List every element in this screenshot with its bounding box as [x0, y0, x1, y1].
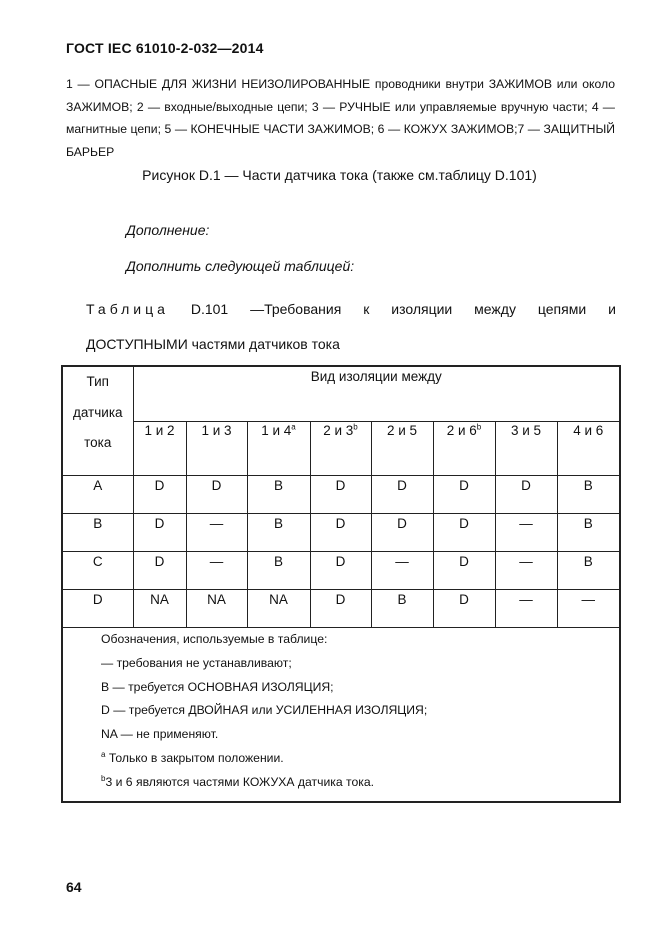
row-type: A — [62, 476, 133, 514]
title-word: к — [363, 301, 370, 317]
title-word: изоляции — [391, 301, 453, 317]
row-type: C — [62, 552, 133, 590]
figure-legend: 1 — ОПАСНЫЕ ДЛЯ ЖИЗНИ НЕИЗОЛИРОВАННЫЕ проводники внутри ЗАЖИМОВ или около ЗАЖИМОВ; 2 — входные/выходные цепи; 3 — РУЧНЫЕ или управляемые вручную части; 4 — магнитные цепи; 5 — КОНЕЧНЫЕ ЧАСТИ ЗАЖИМОВ; 6 — КОЖУХ ЗАЖИМОВ;7 — ЗАЩИТНЫЙ БАРЬЕР — [66, 77, 615, 159]
table-cell: D — [133, 476, 186, 514]
table-cell: B — [557, 552, 620, 590]
document-header: ГОСТ IEC 61010-2-032—2014 — [66, 40, 264, 56]
table-cell: D — [310, 476, 371, 514]
insulation-type-header: Вид изоляции между — [133, 366, 620, 422]
table-cell: D — [433, 590, 495, 628]
footnote-a: $^a$ Только в закрытом положении. — [101, 749, 284, 765]
title-word: цепями — [537, 301, 587, 317]
type-header — [62, 366, 133, 476]
addendum-label: Дополнение: — [126, 222, 210, 238]
table-cell: D — [371, 476, 433, 514]
table-cell: D — [310, 590, 371, 628]
table-cell: D — [186, 476, 247, 514]
table-cell: B — [557, 514, 620, 552]
table-cell: B — [247, 552, 310, 590]
table-cell: NA — [133, 590, 186, 628]
table-cell: D — [495, 476, 557, 514]
table-cell: — — [495, 590, 557, 628]
title-word: между — [474, 301, 516, 317]
insulation-table — [61, 365, 621, 803]
table-cell: B — [557, 476, 620, 514]
table-cell: — — [495, 552, 557, 590]
note-b: B — требуется ОСНОВНАЯ ИЗОЛЯЦИЯ; — [101, 679, 334, 694]
column-header: 2 и 5 — [371, 422, 433, 476]
column-header: 1 и 4$^a$ — [247, 422, 310, 476]
table-cell: — — [495, 514, 557, 552]
column-header: 1 и 2 — [133, 422, 186, 476]
table-cell: D — [433, 552, 495, 590]
note-dash: — требования не устанавливают; — [101, 655, 292, 670]
table-cell: NA — [186, 590, 247, 628]
type-header-line: тока — [84, 435, 112, 450]
footnote-b: $^b$3 и 6 являются частями КОЖУХА датчика тока. — [101, 773, 375, 789]
table-cell: D — [133, 514, 186, 552]
table-cell: D — [433, 514, 495, 552]
page-number: 64 — [66, 879, 82, 895]
column-header: 3 и 5 — [495, 422, 557, 476]
table-cell: D — [371, 514, 433, 552]
table-notes — [62, 628, 620, 802]
table-row — [62, 552, 620, 590]
table-row — [62, 476, 620, 514]
table-title-line1 — [86, 292, 616, 327]
row-type: D — [62, 590, 133, 628]
title-word: —Требования — [250, 301, 342, 317]
table-cell: D — [310, 552, 371, 590]
table-title-line2: ДОСТУПНЫМИ частями датчиков тока — [86, 336, 340, 352]
table-cell: D — [310, 514, 371, 552]
table-cell: — — [371, 552, 433, 590]
table-number: D.101 — [190, 301, 229, 317]
table-cell: D — [433, 476, 495, 514]
table-cell: — — [557, 590, 620, 628]
table-cell: — — [186, 552, 247, 590]
notes-intro: Обозначения, используемые в таблице: — [101, 632, 328, 646]
table-cell: B — [247, 476, 310, 514]
column-header: 1 и 3 — [186, 422, 247, 476]
row-type: B — [62, 514, 133, 552]
table-cell: — — [186, 514, 247, 552]
column-header: 4 и 6 — [557, 422, 620, 476]
note-d: D — требуется ДВОЙНАЯ или УСИЛЕННАЯ ИЗОЛЯЦИЯ; — [101, 703, 428, 718]
type-header-line: датчика — [72, 404, 123, 420]
table-row — [62, 514, 620, 552]
table-row — [62, 590, 620, 628]
note-na: NA — не применяют. — [101, 727, 219, 742]
addendum-instruction: Дополнить следующей таблицей: — [126, 258, 355, 274]
table-cell: D — [133, 552, 186, 590]
type-header-line: Тип — [86, 374, 109, 389]
table-cell: NA — [247, 590, 310, 628]
table-cell: B — [247, 514, 310, 552]
column-header: 2 и 3$^b$ — [310, 422, 371, 476]
table-cell: B — [371, 590, 433, 628]
table-title — [86, 292, 616, 362]
column-header: 2 и 6$^b$ — [433, 422, 495, 476]
title-word: и — [608, 301, 616, 317]
table-word: Таблица — [86, 301, 169, 317]
figure-caption: Рисунок D.1 — Части датчика тока (также см.таблицу D.101) — [142, 167, 537, 183]
